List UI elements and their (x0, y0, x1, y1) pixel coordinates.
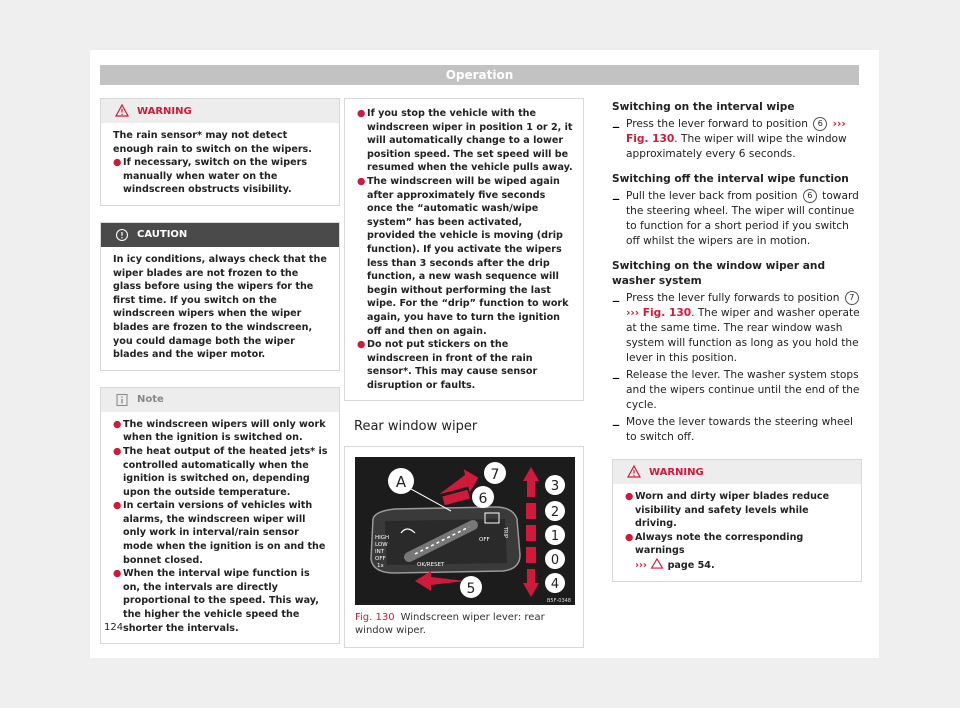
list-item: – Press the lever forward to position 6 ››› Fig. 130. The wiper will wipe the window approximately every 6 seconds. (612, 117, 847, 160)
bullet-icon: ● (113, 445, 122, 457)
warning-bullet: Worn and dirty wiper blades reduce visibility and safety levels while driving. (635, 491, 830, 530)
callout-0-label: 0 (550, 553, 560, 569)
note-bullet: The windscreen wipers will only work when the ignition is switched on. (123, 418, 326, 444)
bullet-icon: ● (625, 531, 634, 543)
page-link[interactable]: ››› (635, 559, 647, 571)
position-number: 6 (803, 189, 817, 203)
instruction-text: Move the lever towards the steering wheel to switch off. (626, 416, 853, 443)
subheading-interval-on: Switching on the interval wipe (612, 101, 795, 113)
warning-label: WARNING (137, 105, 192, 117)
page-header: Operation (100, 65, 859, 85)
lever-label-high: HIGH (375, 535, 390, 542)
column-middle (344, 98, 584, 648)
note-bullet: Do not put stickers on the windscreen in front of the rain sensor*. This may cause sensor disruption or faults. (367, 339, 538, 391)
bullet-icon: ● (357, 175, 366, 187)
instruction-text: Press the lever fully forwards to position (626, 292, 840, 304)
page-number: 124 (104, 622, 124, 633)
bullet-icon: ● (113, 157, 122, 169)
bullet-icon: ● (625, 491, 634, 502)
list-item: – Release the lever. The washer system stops and the wipers continue until the end of the cycle. (612, 368, 862, 413)
section-title: Rear window wiper (354, 419, 478, 435)
figure-link[interactable]: ››› Fig. 130 (626, 307, 692, 319)
callout-2-label: 2 (550, 505, 560, 521)
caution-header (101, 223, 339, 247)
caution-circle-icon (115, 228, 129, 242)
figure-code: B5F-0348 (546, 598, 571, 605)
warning-box (612, 459, 862, 582)
callout-7-label: 7 (490, 467, 500, 484)
instruction-text: Pull the lever back from position (626, 190, 798, 202)
wiper-lever-figure (355, 457, 575, 605)
lever-label-okreset: OK/RESET (417, 562, 445, 569)
figure-caption (355, 611, 573, 637)
instruction-text: . The wiper will wipe the window approximately every 6 seconds. (626, 133, 847, 160)
note-box (100, 387, 340, 645)
callout-4-label: 4 (550, 577, 560, 593)
position-number: 6 (813, 117, 827, 131)
page-reference: page 54. (667, 559, 715, 571)
figure-link[interactable]: ››› Fig. 130 (626, 118, 846, 145)
subheading-washer: Switching on the window wiper and washer system (612, 260, 826, 287)
warning-header (613, 460, 861, 484)
lever-label-trip: TRIP (502, 527, 508, 539)
position-number: 7 (845, 291, 859, 305)
note-bullet: If you stop the vehicle with the windscreen wiper in position 1 or 2, it will automatically change to a lower position speed. The set speed will be resumed when the vehicle pulls away. (367, 108, 573, 174)
note-bullet: The windscreen will be wiped again after approximately five seconds once the “automatic wash/wipe system” has been activated, provided the vehicle is moving (drip function). If you activate the wipers less than 3 seconds after the drip function, a new wash sequence will begin without performing the last wipe. For the “drip” function to work again, you have to turn the ignition off and then on again. (367, 175, 569, 337)
instruction-text: Release the lever. The washer system stops and the wipers continue until the end of the cycle. (626, 369, 860, 411)
figure-caption-text: Windscreen wiper lever: rear window wiper. (355, 612, 545, 637)
warning-triangle-icon (627, 465, 641, 479)
bullet-icon: ● (113, 568, 122, 580)
callout-1-label: 1 (550, 529, 560, 545)
caution-label: CAUTION (137, 229, 188, 241)
figure-box (344, 446, 584, 648)
instruction-text: . The wiper and washer operate at the same time. The rear window wash system will function as long as you hold the lever in this position. (626, 307, 860, 364)
note-header (101, 388, 339, 412)
lever-label-off: OFF (375, 556, 386, 563)
info-icon (115, 393, 129, 407)
subheading-interval-off: Switching off the interval wipe function (612, 173, 849, 185)
column-left (100, 98, 340, 660)
caution-text: In icy conditions, always check that the wiper blades are not frozen to the glass before using the wipers for the first time. If you switch on the windscreen wipers when the wiper blades are frozen to the windscreen, you could damage both the wiper blades and the wiper motor. (113, 253, 327, 361)
position-1-bar (526, 525, 536, 541)
lever-label-off-rear: OFF (479, 537, 490, 544)
lever-label-int: INT (375, 549, 385, 556)
lever-label-low: LOW (375, 542, 388, 549)
caution-box (100, 222, 340, 371)
warning-triangle-icon (650, 558, 664, 569)
instruction-text: Press the lever forward to position (626, 118, 808, 130)
callout-5-label: 5 (466, 581, 476, 598)
callout-3-label: 3 (550, 479, 560, 495)
note-bullet: When the interval wipe function is on, the intervals are directly proportional to the speed. This way, the higher the vehicle speed the shorter the intervals. (123, 568, 319, 634)
bullet-icon: ● (113, 500, 122, 512)
warning-bullet: Always note the corresponding warnings (635, 531, 804, 557)
column-right (612, 100, 862, 598)
list-item: – Move the lever towards the steering wheel to switch off. (612, 415, 862, 445)
callout-6-label: 6 (478, 491, 488, 508)
warning-bullet: If necessary, switch on the wipers manually when water on the windscreen obstructs visibility. (123, 157, 308, 196)
warning-triangle-icon (115, 104, 129, 118)
lever-label-1x: 1x (377, 563, 384, 570)
bullet-icon: ● (357, 339, 366, 351)
instruction-text: toward the steering wheel. The wiper will continue to function for a short period if you switch off whilst the wipers are in motion. (626, 190, 859, 247)
warning-text: The rain sensor* may not detect enough rain to switch on the wipers. (113, 130, 312, 155)
bullet-icon: ● (357, 108, 366, 119)
note-bullet: In certain versions of vehicles with alarms, the windscreen wiper will only work in interval/rain sensor mode when the ignition is on and the bonnet closed. (123, 500, 326, 566)
warning-header (101, 99, 339, 123)
position-2-bar (526, 503, 536, 519)
note-continued-box (344, 98, 584, 401)
warning-label: WARNING (649, 466, 704, 478)
wiper-lever-illustration (355, 457, 575, 605)
note-bullet: The heat output of the heated jets* is controlled automatically when the ignition is switched on, depending upon the outside temperature. (123, 445, 328, 498)
figure-number: Fig. 130 (355, 612, 395, 624)
warning-box (100, 98, 340, 206)
note-label: Note (137, 394, 164, 406)
bullet-icon: ● (113, 418, 122, 430)
list-item: – Press the lever fully forwards to position 7 ››› Fig. 130. The wiper and washer operate at the same time. The rear window wash system will function as long as you hold the lever in this position. (612, 291, 860, 364)
position-0-bar (526, 547, 536, 563)
callout-a-label: A (395, 473, 407, 492)
list-item: – Pull the lever back from position 6 toward the steering wheel. The wiper will continue to function for a short period if you switch off whilst the wipers are in motion. (612, 189, 859, 247)
